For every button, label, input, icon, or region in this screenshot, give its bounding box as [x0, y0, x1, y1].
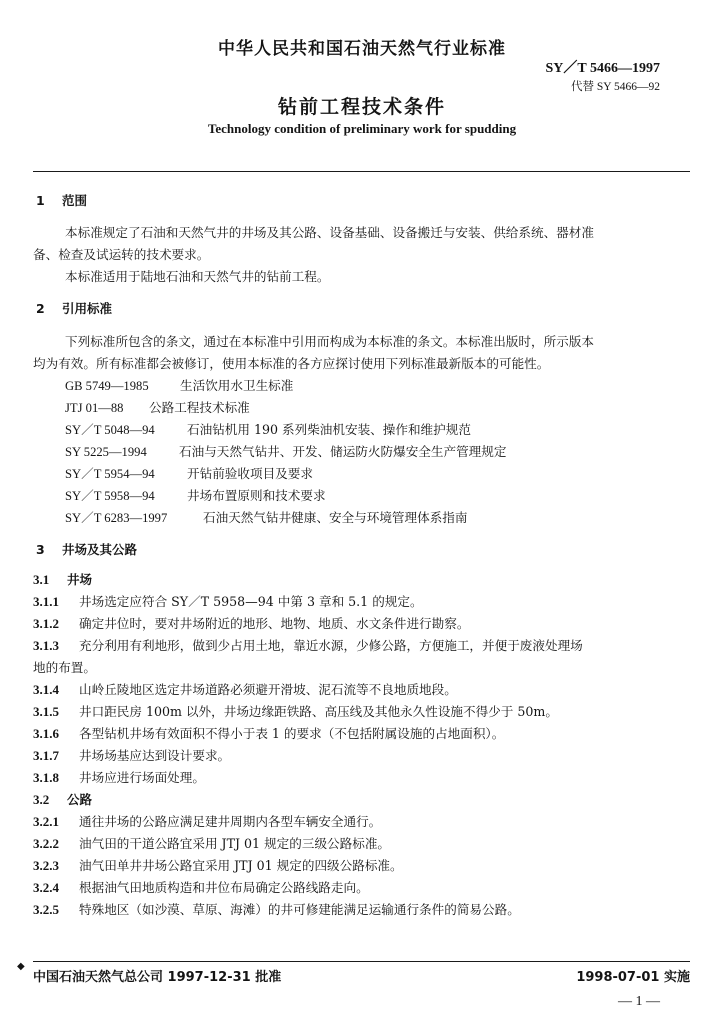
- reference-title: 井场布置原则和技术要求: [187, 488, 326, 503]
- clause: [33, 811, 690, 833]
- section-heading-references: [33, 298, 690, 320]
- reference-item: [65, 375, 722, 397]
- reference-title: 石油天然气钻井健康、安全与环境管理体系指南: [203, 510, 468, 525]
- paragraph-line: 备、检查及试运转的技术要求。: [33, 247, 210, 262]
- clause-number: 3.1.5: [33, 704, 59, 719]
- clause-number: 3.1.2: [33, 616, 59, 631]
- clause-number: 3.2.3: [33, 858, 59, 873]
- clause: [33, 613, 690, 635]
- reference-code: SY 5225—1994: [65, 445, 147, 459]
- implementation-date: 1998-07-01 实施: [576, 970, 690, 985]
- document-title-english: Technology condition of preliminary work for spudding: [207, 121, 517, 136]
- reference-code: GB 5749—1985: [65, 379, 149, 393]
- footer-divider: [33, 961, 690, 962]
- clause: [33, 899, 690, 921]
- section-title: 范围: [62, 193, 88, 208]
- clause: [33, 591, 690, 613]
- clause-number: 3.1: [33, 572, 50, 587]
- reference-title: 石油钻机用 190 系列柴油机安装、操作和维护规范: [187, 422, 471, 437]
- clause-text: 井场应进行场面处理。: [79, 770, 205, 785]
- reference-title: 公路工程技术标准: [149, 400, 250, 415]
- paragraph-line: 均为有效。所有标准都会被修订，使用本标准的各方应探讨使用下列标准最新版本的可能性。: [33, 356, 550, 371]
- clause-text: 井场选定应符合 SY／T 5958—94 中第 3 章和 5.1 的规定。: [79, 594, 423, 609]
- clause-number: 3.2: [33, 792, 50, 807]
- section-title: 井场及其公路: [62, 542, 138, 557]
- reference-title: 石油与天然气钻井、开发、储运防火防爆安全生产管理规定: [179, 444, 507, 459]
- reference-title: 开钻前验收项目及要求: [187, 466, 313, 481]
- clause-text: 油气田单井井场公路宜采用 JTJ 01 规定的四级公路标准。: [79, 858, 403, 873]
- section-heading-wellsite: [33, 539, 690, 561]
- approval-date: 中国石油天然气总公司 1997-12-31 批准: [33, 970, 282, 985]
- clause-text: 充分利用有利地形，做到少占用土地，靠近水源，少修公路，方便施工，并便于废液处理场: [79, 638, 583, 653]
- clause-number: 3.1.4: [33, 682, 59, 697]
- clause: [33, 767, 690, 789]
- subsection-title: 公路: [67, 792, 93, 807]
- reference-item: [65, 485, 722, 507]
- subsection-title: 井场: [67, 572, 93, 587]
- clause: [33, 701, 690, 723]
- reference-item: [65, 397, 722, 419]
- clause-number: 3.2.2: [33, 836, 59, 851]
- clause-number: 3.1.8: [33, 770, 59, 785]
- standard-number: SY／T 5466—1997: [545, 61, 660, 76]
- section-number: 1: [36, 193, 45, 208]
- section-number: 2: [36, 301, 45, 316]
- clause-number: 3.2.5: [33, 902, 59, 917]
- clause-text: 特殊地区（如沙漠、草原、海滩）的井可修建能满足运输通行条件的简易公路。: [79, 902, 520, 917]
- clause: [33, 635, 690, 657]
- binding-mark: ◆: [17, 961, 25, 972]
- clause: [33, 679, 690, 701]
- clause: [33, 745, 690, 767]
- clause-text: 油气田的干道公路宜采用 JTJ 01 规定的三级公路标准。: [79, 836, 391, 851]
- subsection-heading: [33, 789, 690, 811]
- clause-text: 山岭丘陵地区选定井场道路必须避开滑坡、泥石流等不良地质地段。: [79, 682, 457, 697]
- clause-number: 3.2.4: [33, 880, 59, 895]
- clause-number: 3.1.3: [33, 638, 59, 653]
- reference-item: [65, 507, 722, 529]
- replaces-standard: 代替 SY 5466—92: [570, 81, 660, 93]
- reference-item: [65, 441, 722, 463]
- reference-item: [65, 463, 722, 485]
- clause-number: 3.1.1: [33, 594, 59, 609]
- paragraph-line: 本标准适用于陆地石油和天然气井的钻前工程。: [65, 269, 330, 284]
- clause-number: 3.1.6: [33, 726, 59, 741]
- page-number: — 1 —: [618, 994, 660, 1009]
- clause-text: 通往井场的公路应满足建井周期内各型车辆安全通行。: [79, 814, 382, 829]
- document-title: 钻前工程技术条件: [277, 96, 446, 118]
- reference-title: 生活饮用水卫生标准: [180, 378, 294, 393]
- clause-continuation: 地的布置。: [33, 660, 96, 675]
- subsection-heading: [33, 569, 690, 591]
- clause-text: 根据油气田地质构造和井位布局确定公路线路走向。: [79, 880, 369, 895]
- section-number: 3: [36, 542, 45, 557]
- reference-item: [65, 419, 722, 441]
- section-title: 引用标准: [62, 301, 113, 316]
- clause: [33, 855, 690, 877]
- clause: [33, 723, 690, 745]
- clause: [33, 877, 690, 899]
- reference-code: SY／T 6283—1997: [65, 511, 168, 525]
- reference-code: SY／T 5954—94: [65, 467, 155, 481]
- clause-text: 确定井位时，要对井场附近的地形、地物、地质、水文条件进行勘察。: [79, 616, 470, 631]
- section-heading-scope: [33, 190, 690, 212]
- industry-standard-heading: 中华人民共和国石油天然气行业标准: [218, 39, 506, 59]
- clause-text: 各型钻机井场有效面积不得小于表 1 的要求（不包括附属设施的占地面积）。: [79, 726, 505, 741]
- reference-code: SY／T 5958—94: [65, 489, 155, 503]
- clause-text: 井场场基应达到设计要求。: [79, 748, 231, 763]
- header-divider: [33, 171, 690, 172]
- paragraph-line: 下列标准所包含的条文，通过在本标准中引用而构成为本标准的条文。本标准出版时，所示版本: [65, 334, 594, 349]
- reference-code: JTJ 01—88: [65, 401, 124, 415]
- clause-number: 3.1.7: [33, 748, 59, 763]
- reference-code: SY／T 5048—94: [65, 423, 155, 437]
- paragraph-line: 本标准规定了石油和天然气井的井场及其公路、设备基础、设备搬迁与安装、供给系统、器材准: [65, 225, 594, 240]
- clause-number: 3.2.1: [33, 814, 59, 829]
- clause: [33, 833, 690, 855]
- clause-text: 井口距民房 100m 以外，井场边缘距铁路、高压线及其他永久性设施不得少于 50m。: [79, 704, 558, 719]
